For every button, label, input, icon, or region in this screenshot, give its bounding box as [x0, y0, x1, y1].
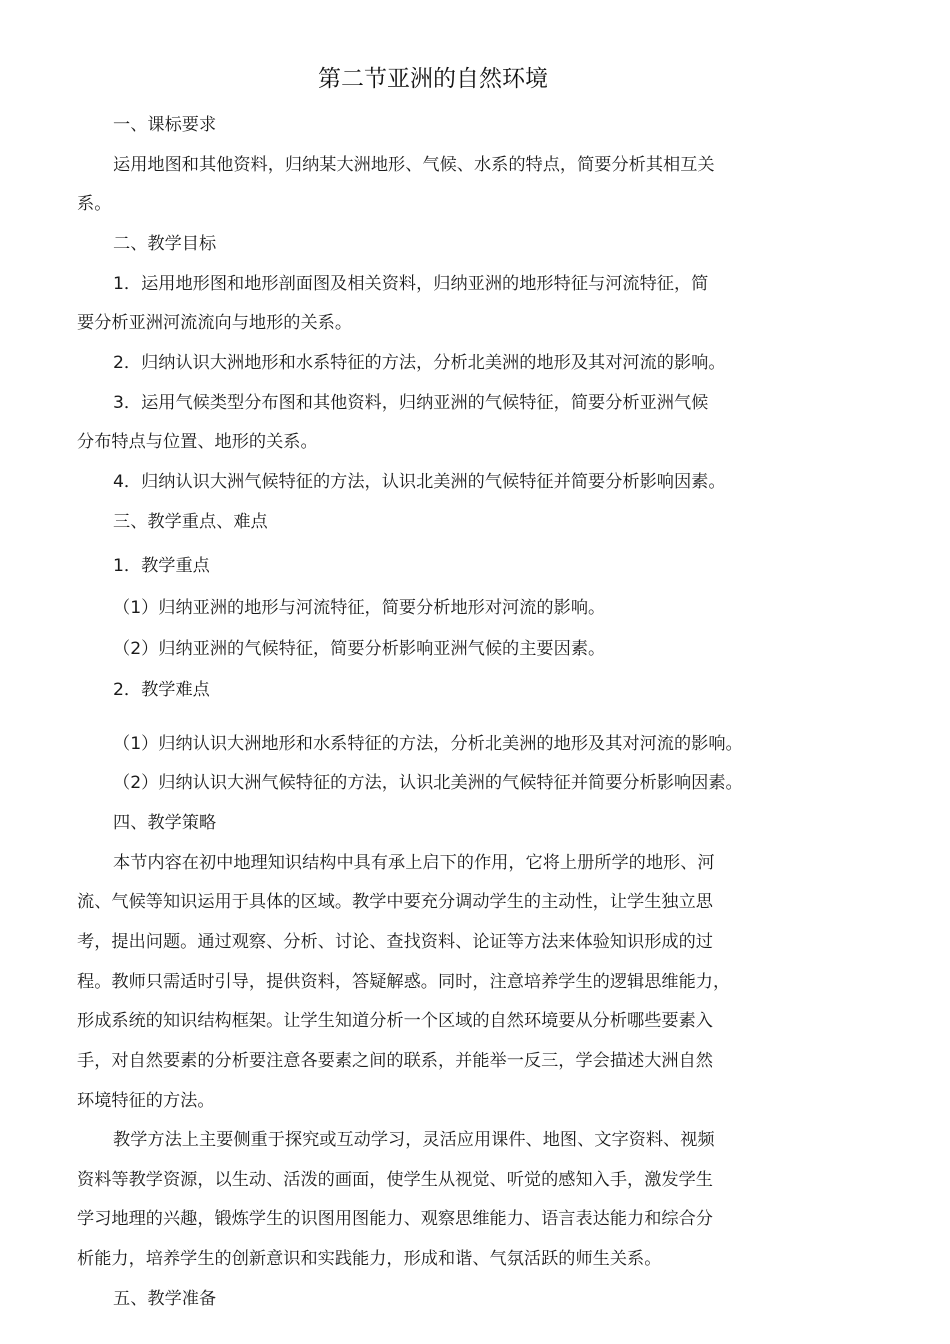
list-item-line: 2．归纳认识大洲地形和水系特征的方法，分析北美洲的地形及其对河流的影响。 [113, 353, 726, 373]
paragraph-line: 资料等教学资源，以生动、活泼的画面，使学生从视觉、听觉的感知入手，激发学生 [77, 1170, 713, 1190]
section-heading-key-points: 三、教学重点、难点 [113, 512, 268, 532]
paragraph-line: 析能力，培养学生的创新意识和实践能力，形成和谐、气氛活跃的师生关系。 [77, 1249, 662, 1269]
paragraph-line: 程。教师只需适时引导，提供资料，答疑解惑。同时，注意培养学生的逻辑思维能力， [77, 972, 731, 992]
section-heading-objectives: 二、教学目标 [113, 234, 217, 254]
paragraph-line: 本节内容在初中地理知识结构中具有承上启下的作用，它将上册所学的地形、河 [113, 853, 715, 873]
list-item-line: （1）归纳认识大洲地形和水系特征的方法，分析北美洲的地形及其对河流的影响。 [113, 734, 743, 754]
list-item-line: 要分析亚洲河流流向与地形的关系。 [77, 313, 353, 333]
paragraph-line: 流、气候等知识运用于具体的区域。教学中要充分调动学生的主动性，让学生独立思 [77, 892, 713, 912]
list-item-line: （1）归纳亚洲的地形与河流特征，简要分析地形对河流的影响。 [113, 598, 606, 618]
list-item-line: 3．运用气候类型分布图和其他资料，归纳亚洲的气候特征，简要分析亚洲气候 [113, 393, 709, 413]
paragraph-line: 学习地理的兴趣，锻炼学生的识图用图能力、观察思维能力、语言表达能力和综合分 [77, 1209, 713, 1229]
paragraph-line: 运用地图和其他资料，归纳某大洲地形、气候、水系的特点，简要分析其相互关 [113, 155, 715, 175]
section-heading-standards: 一、课标要求 [113, 115, 217, 135]
paragraph-line: 环境特征的方法。 [77, 1091, 215, 1111]
paragraph-line: 形成系统的知识结构框架。让学生知道分析一个区域的自然环境要从分析哪些要素入 [77, 1011, 713, 1031]
paragraph-line: 考，提出问题。通过观察、分析、讨论、查找资料、论证等方法来体验知识形成的过 [77, 932, 713, 952]
subsection-heading: 2．教学难点 [113, 680, 210, 700]
paragraph-line: 手，对自然要素的分析要注意各要素之间的联系，并能举一反三，学会描述大洲自然 [77, 1051, 713, 1071]
document-title: 第二节亚洲的自然环境 [318, 66, 548, 92]
section-heading-strategy: 四、教学策略 [113, 813, 217, 833]
subsection-heading: 1．教学重点 [113, 556, 210, 576]
list-item-line: 4．归纳认识大洲气候特征的方法，认识北美洲的气候特征并简要分析影响因素。 [113, 472, 726, 492]
list-item-line: （2）归纳认识大洲气候特征的方法，认识北美洲的气候特征并简要分析影响因素。 [113, 773, 743, 793]
list-item-line: （2）归纳亚洲的气候特征，简要分析影响亚洲气候的主要因素。 [113, 639, 606, 659]
section-heading-preparation: 五、教学准备 [113, 1289, 217, 1309]
list-item-line: 分布特点与位置、地形的关系。 [77, 432, 318, 452]
paragraph-line: 教学方法上主要侧重于探究或互动学习，灵活应用课件、地图、文字资料、视频 [113, 1130, 715, 1150]
list-item-line: 1．运用地形图和地形剖面图及相关资料，归纳亚洲的地形特征与河流特征，简 [113, 274, 709, 294]
paragraph-line: 系。 [77, 194, 112, 214]
